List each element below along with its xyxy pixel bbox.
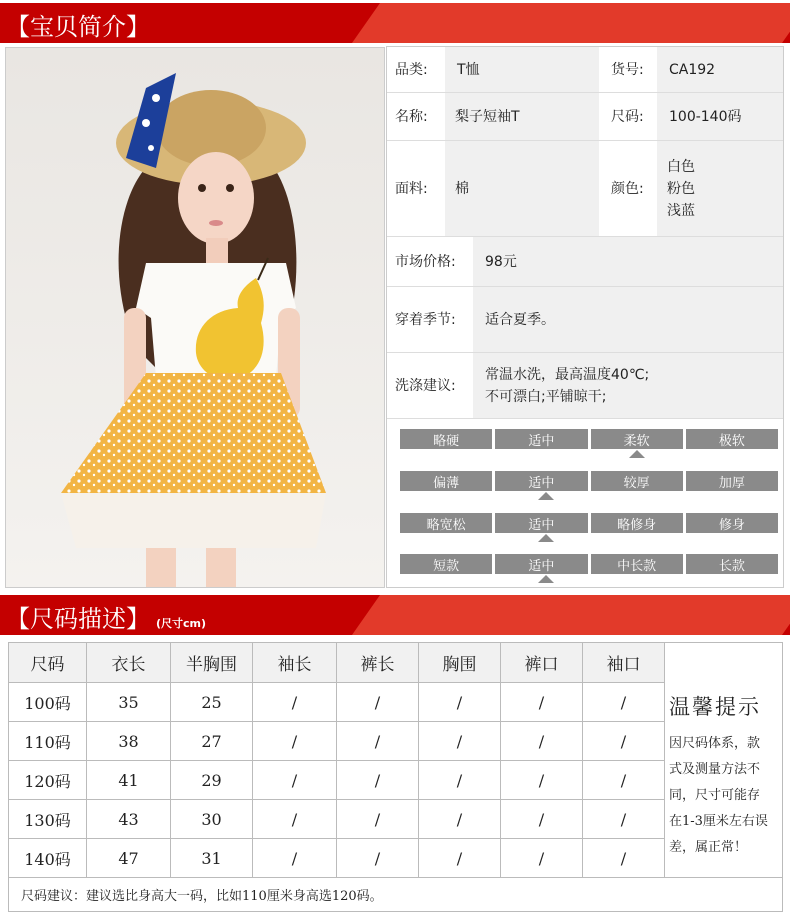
table-cell: / <box>501 839 583 878</box>
table-cell: / <box>253 761 337 800</box>
length-scale <box>400 554 778 574</box>
table-cell: / <box>583 761 665 800</box>
table-cell: / <box>419 722 501 761</box>
scale-option: 略修身 <box>591 513 683 533</box>
label-fabric: 面料: <box>387 141 445 237</box>
scale-option: 加厚 <box>686 471 778 491</box>
table-cell: 35 <box>87 683 171 722</box>
table-cell: 120码 <box>9 761 87 800</box>
value-fabric: 棉 <box>445 141 599 237</box>
scale-option: 极软 <box>686 429 778 449</box>
color-option: 浅蓝 <box>667 202 695 219</box>
table-row <box>9 761 665 800</box>
section-header-size <box>0 595 790 635</box>
section-title-intro: 【宝贝简介】 <box>6 13 150 41</box>
table-cell: 47 <box>87 839 171 878</box>
table-cell: / <box>337 761 419 800</box>
value-name: 梨子短袖T <box>445 93 599 141</box>
size-suggestion-note: 尺码建议：建议选比身高大一码，比如110厘米身高选120码。 <box>8 878 783 912</box>
table-cell: 43 <box>87 800 171 839</box>
table-cell: 41 <box>87 761 171 800</box>
table-cell: 30 <box>171 800 253 839</box>
scale-pointer-fit <box>538 534 554 542</box>
table-cell: / <box>501 761 583 800</box>
section-title-size <box>6 599 206 634</box>
table-cell: 100码 <box>9 683 87 722</box>
table-cell: / <box>419 839 501 878</box>
scale-option: 修身 <box>686 513 778 533</box>
scale-option: 略硬 <box>400 429 492 449</box>
scale-option: 中长款 <box>591 554 683 574</box>
value-item-no: CA192 <box>657 47 783 93</box>
wash-line-1: 常温水洗，最高温度40℃; <box>485 366 650 383</box>
table-cell: / <box>253 722 337 761</box>
column-header: 衣长 <box>87 643 171 683</box>
table-cell: / <box>337 839 419 878</box>
scale-option: 适中 <box>495 513 587 533</box>
column-header: 尺码 <box>9 643 87 683</box>
table-cell: / <box>583 800 665 839</box>
table-cell: 140码 <box>9 839 87 878</box>
scale-option: 柔软 <box>591 429 683 449</box>
value-size: 100-140码 <box>657 93 783 141</box>
table-cell: 130码 <box>9 800 87 839</box>
softness-scale <box>400 429 778 449</box>
table-cell: 31 <box>171 839 253 878</box>
scale-option: 略宽松 <box>400 513 492 533</box>
table-cell: / <box>583 683 665 722</box>
tip-body <box>669 731 776 861</box>
table-row <box>9 683 665 722</box>
label-season: 穿着季节: <box>387 287 473 353</box>
tip-line: 式及测量方法不 <box>669 762 761 777</box>
tip-line: 因尺码体系，款 <box>669 736 761 751</box>
value-price: 98元 <box>473 237 783 287</box>
table-cell: / <box>501 722 583 761</box>
table-cell: 38 <box>87 722 171 761</box>
scale-option: 较厚 <box>591 471 683 491</box>
table-cell: / <box>337 800 419 839</box>
label-name: 名称: <box>387 93 445 141</box>
scale-option: 短款 <box>400 554 492 574</box>
table-cell: 29 <box>171 761 253 800</box>
color-option: 粉色 <box>667 180 695 197</box>
value-colors <box>657 141 783 237</box>
size-table <box>8 642 665 878</box>
table-cell: / <box>253 839 337 878</box>
table-cell: / <box>419 761 501 800</box>
table-cell: / <box>419 800 501 839</box>
value-wash <box>473 353 783 419</box>
column-header: 半胸围 <box>171 643 253 683</box>
header-decoration <box>352 595 790 635</box>
color-option: 白色 <box>667 158 695 175</box>
column-header: 裤口 <box>501 643 583 683</box>
size-unit: (尺寸cm) <box>156 617 207 630</box>
section-header-intro <box>0 3 790 43</box>
header-decoration <box>352 3 790 43</box>
table-cell: 110码 <box>9 722 87 761</box>
label-item-no: 货号: <box>599 47 657 93</box>
table-row <box>9 839 665 878</box>
thickness-scale <box>400 471 778 491</box>
scale-option: 偏薄 <box>400 471 492 491</box>
scale-pointer-thickness <box>538 492 554 500</box>
column-header: 袖口 <box>583 643 665 683</box>
table-cell: / <box>419 683 501 722</box>
column-header: 裤长 <box>337 643 419 683</box>
table-cell: / <box>501 683 583 722</box>
table-cell: 25 <box>171 683 253 722</box>
label-category: 品类: <box>387 47 445 93</box>
table-row <box>9 722 665 761</box>
product-photo <box>5 47 385 588</box>
scale-pointer-softness <box>629 450 645 458</box>
table-cell: / <box>583 722 665 761</box>
tip-line: 差，属正常！ <box>669 840 748 855</box>
size-title: 【尺码描述】 <box>6 605 150 633</box>
table-cell: / <box>253 683 337 722</box>
scale-option: 适中 <box>495 554 587 574</box>
label-wash: 洗涤建议: <box>387 353 473 419</box>
label-price: 市场价格: <box>387 237 473 287</box>
scale-option: 适中 <box>495 471 587 491</box>
scale-option: 适中 <box>495 429 587 449</box>
table-row <box>9 800 665 839</box>
value-category: T恤 <box>445 47 599 93</box>
column-header: 袖长 <box>253 643 337 683</box>
value-season: 适合夏季。 <box>473 287 783 353</box>
table-cell: 27 <box>171 722 253 761</box>
tip-line: 在1-3厘米左右误 <box>669 814 768 829</box>
scale-option: 长款 <box>686 554 778 574</box>
table-cell: / <box>337 722 419 761</box>
wash-line-2: 不可漂白;平铺晾干; <box>485 388 607 405</box>
table-cell: / <box>253 800 337 839</box>
tip-title: 温馨提示 <box>669 695 761 719</box>
column-header: 胸围 <box>419 643 501 683</box>
size-tip-box <box>663 642 783 878</box>
product-info-table <box>386 46 784 588</box>
table-cell: / <box>583 839 665 878</box>
size-table-header <box>9 643 665 683</box>
tip-line: 同，尺寸可能存 <box>669 788 761 803</box>
scale-pointer-length <box>538 575 554 583</box>
table-cell: / <box>501 800 583 839</box>
label-size: 尺码: <box>599 93 657 141</box>
fit-scale <box>400 513 778 533</box>
label-color: 颜色: <box>599 141 657 237</box>
table-cell: / <box>337 683 419 722</box>
